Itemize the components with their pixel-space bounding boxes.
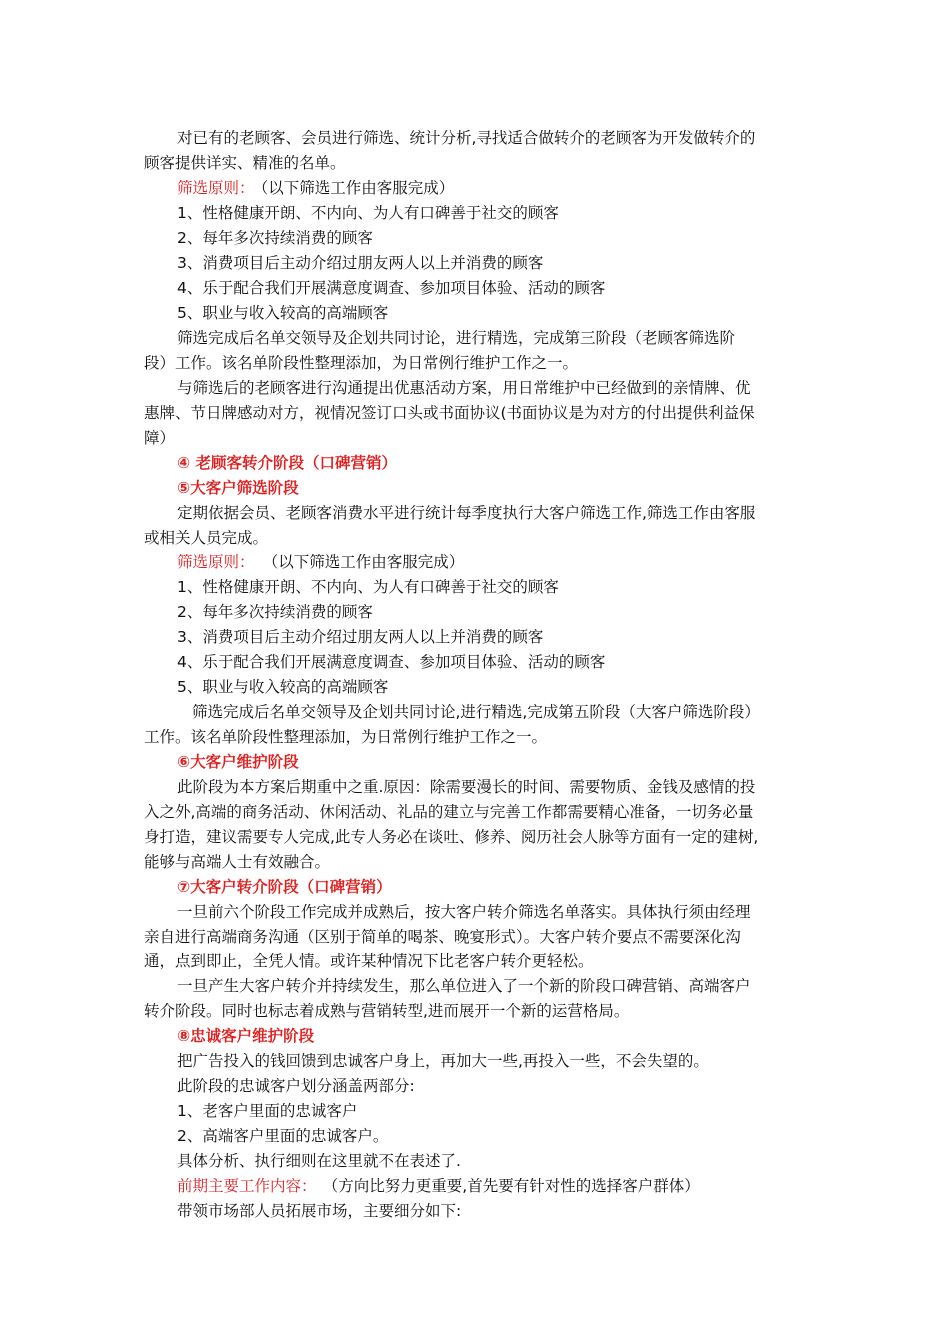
section-heading-5: ⑤大客户筛选阶段 bbox=[177, 479, 299, 497]
paragraph-line: 通，点到即止，全凭人情。或许某种情况下比老客户转介更轻松。 bbox=[144, 952, 594, 970]
screening-principles-note: （以下筛选工作由客服完成） bbox=[260, 179, 455, 197]
paragraph-line: 转介阶段。同时也标志着成熟与营销转型,进而展开一个新的运营格局。 bbox=[144, 1002, 630, 1020]
paragraph-line: 顾客提供详实、精准的名单。 bbox=[144, 154, 346, 172]
section-heading-4: ④ 老顾客转介阶段（口碑营销） bbox=[177, 454, 398, 472]
paragraph-line: 具体分析、执行细则在这里就不在表述了. bbox=[177, 1152, 461, 1170]
paragraph-line: 入之外,高端的商务活动、休闲活动、礼品的建立与完善工作都需要精心准备，一切务必量 bbox=[144, 803, 754, 821]
screening-principles-note: （以下筛选工作由客服完成） bbox=[270, 553, 465, 571]
list-item: 5、职业与收入较高的高端顾客 bbox=[177, 678, 389, 696]
list-item: 2、每年多次持续消费的顾客 bbox=[177, 229, 373, 247]
paragraph-line: 此阶段为本方案后期重中之重.原因：除需要漫长的时间、需要物质、金钱及感情的投 bbox=[177, 778, 756, 796]
paragraph-line: 一旦产生大客户转介并持续发生，那么单位进入了一个新的阶段口碑营销、高端客户 bbox=[177, 977, 751, 995]
paragraph-line: 能够与高端人士有效融合。 bbox=[144, 853, 331, 871]
paragraph-line: 身打造，建议需要专人完成,此专人务必在谈吐、修养、阅历社会人脉等方面有一定的建树, bbox=[144, 828, 759, 846]
screening-principles-label: 筛选原则： bbox=[177, 553, 255, 571]
paragraph-line: 带领市场部人员拓展市场，主要细分如下: bbox=[177, 1202, 462, 1220]
paragraph-line: 亲自进行高端商务沟通（区别于简单的喝茶、晚宴形式）。大客户转介要点不需要深化沟 bbox=[144, 928, 741, 946]
paragraph-line: 障） bbox=[144, 429, 176, 447]
paragraph-line: 段）工作。该名单阶段性整理添加，为日常例行维护工作之一。 bbox=[144, 354, 579, 372]
paragraph-line: 对已有的老顾客、会员进行筛选、统计分析,寻找适合做转介的老顾客为开发做转介的 bbox=[177, 129, 756, 147]
list-item: 1、性格健康开朗、不内向、为人有口碑善于社交的顾客 bbox=[177, 578, 559, 596]
list-item: 3、消费项目后主动介绍过朋友两人以上并消费的顾客 bbox=[177, 254, 544, 272]
paragraph-line: 筛选完成后名单交领导及企划共同讨论,进行精选,完成第五阶段（大客户筛选阶段） bbox=[192, 703, 760, 721]
paragraph-line: 定期依据会员、老顾客消费水平进行统计每季度执行大客户筛选工作,筛选工作由客服 bbox=[177, 504, 756, 522]
list-item: 4、乐于配合我们开展满意度调查、参加项目体验、活动的顾客 bbox=[177, 653, 606, 671]
paragraph-line: 或相关人员完成。 bbox=[144, 529, 269, 547]
section-heading-8: ⑧忠诚客户维护阶段 bbox=[177, 1027, 315, 1045]
section-heading-7: ⑦大客户转介阶段（口碑营销） bbox=[177, 878, 392, 896]
main-work-label: 前期主要工作内容： bbox=[177, 1177, 317, 1195]
paragraph-line: 一旦前六个阶段工作完成并成熟后，按大客户转介筛选名单落实。具体执行须由经理 bbox=[177, 903, 751, 921]
paragraph-line: 把广告投入的钱回馈到忠诚客户身上，再加大一些,再投入一些，不会失望的。 bbox=[177, 1052, 709, 1070]
paragraph-line: 惠牌、节日牌感动对方，视情况签订口头或书面协议(书面协议是为对方的付出提供利益保 bbox=[144, 404, 755, 422]
main-work-note: （方向比努力更重要,首先要有针对性的选择客户群体） bbox=[330, 1177, 700, 1195]
list-item: 5、职业与收入较高的高端顾客 bbox=[177, 304, 389, 322]
main-work-line bbox=[177, 1175, 700, 1197]
paragraph-line: 工作。该名单阶段性整理添加，为日常例行维护工作之一。 bbox=[144, 728, 548, 746]
screening-principles-label: 筛选原则： bbox=[177, 179, 255, 197]
list-item: 2、每年多次持续消费的顾客 bbox=[177, 603, 373, 621]
list-item: 2、高端客户里面的忠诚客户。 bbox=[177, 1127, 389, 1145]
list-item: 1、性格健康开朗、不内向、为人有口碑善于社交的顾客 bbox=[177, 204, 559, 222]
paragraph-line: 筛选完成后名单交领导及企划共同讨论，进行精选，完成第三阶段（老顾客筛选阶 bbox=[177, 329, 736, 347]
list-item: 1、老客户里面的忠诚客户 bbox=[177, 1102, 358, 1120]
list-item: 4、乐于配合我们开展满意度调查、参加项目体验、活动的顾客 bbox=[177, 279, 606, 297]
paragraph-line: 与筛选后的老顾客进行沟通提出优惠活动方案，用日常维护中已经做到的亲情牌、优 bbox=[177, 379, 751, 397]
screening-principles-line bbox=[177, 177, 454, 199]
screening-principles-line bbox=[177, 551, 464, 573]
paragraph-line: 此阶段的忠诚客户划分涵盖两部分: bbox=[177, 1077, 415, 1095]
section-heading-6: ⑥大客户维护阶段 bbox=[177, 753, 299, 771]
list-item: 3、消费项目后主动介绍过朋友两人以上并消费的顾客 bbox=[177, 628, 544, 646]
